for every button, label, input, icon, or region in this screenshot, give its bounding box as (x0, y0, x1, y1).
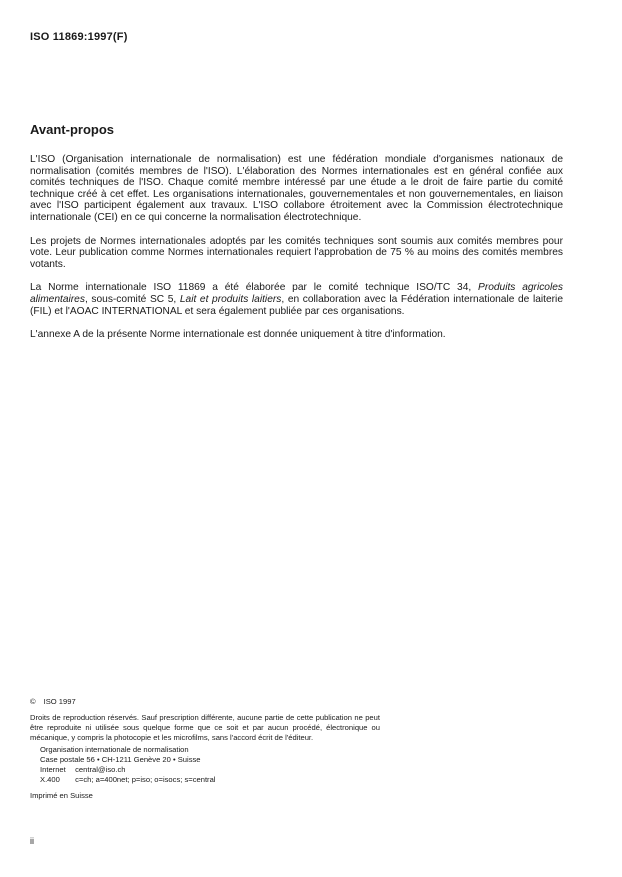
paragraph-text: , sous-comité SC 5, (84, 293, 180, 305)
internet-label: Internet (40, 765, 66, 774)
publisher-address (40, 745, 380, 785)
copyright-symbol: © (30, 697, 36, 706)
internet-contact (40, 765, 380, 775)
section-title: Avant-propos (30, 122, 115, 137)
paragraph-annex: L'annexe A de la présente Norme internationale est donnée uniquement à titre d'information. (30, 329, 446, 341)
copyright-year: ISO 1997 (43, 697, 76, 706)
printed-in: Imprimé en Suisse (30, 791, 93, 800)
document-id: ISO 11869:1997(F) (30, 31, 128, 43)
organization-name: Organisation internationale de normalisation (40, 745, 189, 754)
subcommittee-title: Lait et produits laitiers (179, 293, 282, 305)
x400-value: c=ch; a=400net; p=iso; o=isocs; s=central (75, 775, 216, 784)
page-number: ii (30, 836, 34, 846)
copyright-block (30, 697, 380, 801)
committee-title: Produits agricoles alimentaires (30, 282, 563, 305)
paragraph-text: La Norme internationale ISO 11869 a été élaborée par le comité technique ISO/TC 34, (30, 282, 479, 294)
paragraph-voting: Les projets de Normes internationales adoptés par les comités techniques sont soumis aux comités membres pour vote. Leur publication comme Normes internationales requiert l'approbation de 75 % au moins des comités membres votants. (30, 235, 563, 270)
paragraph-text: , en collaboration avec la Fédération internationale de laiterie (FIL) et l'AOAC INTERNATIONAL et sera également publiée par ces organisations. (30, 293, 563, 317)
rights-notice: Droits de reproduction réservés. Sauf prescription différente, aucune partie de cette publication ne peut être reproduite ni utilisée sous quelque forme que ce soit et par aucun procédé, électronique ou mécanique, y compris la photocopie et les microfilms, sans l'accord écrit de l'éditeur. (30, 713, 380, 742)
internet-value: central@iso.ch (75, 765, 126, 774)
paragraph-iso-intro: L'ISO (Organisation internationale de normalisation) est une fédération mondiale d'organismes nationaux de normalisation (comités membres de l'ISO). L'élaboration des Normes internationales est en général confiée aux comités techniques de l'ISO. Chaque comité membre intéressé par une étude a le droit de faire partie du comité technique créé à cet effet. Les organisations internationales, gouvernementales et non gouvernementales, en liaison avec l'ISO participent également aux travaux. L'ISO collabore étroitement avec la Commission électrotechnique internationale (CEI) en ce qui concerne la normalisation électrotechnique. (30, 154, 563, 223)
copyright-line (30, 697, 380, 707)
foreword-body (30, 154, 563, 353)
x400-contact (40, 775, 380, 785)
postal-address: Case postale 56 • CH-1211 Genève 20 • Suisse (40, 755, 201, 764)
x400-label: X.400 (40, 775, 60, 784)
paragraph-elaboration (30, 282, 563, 317)
